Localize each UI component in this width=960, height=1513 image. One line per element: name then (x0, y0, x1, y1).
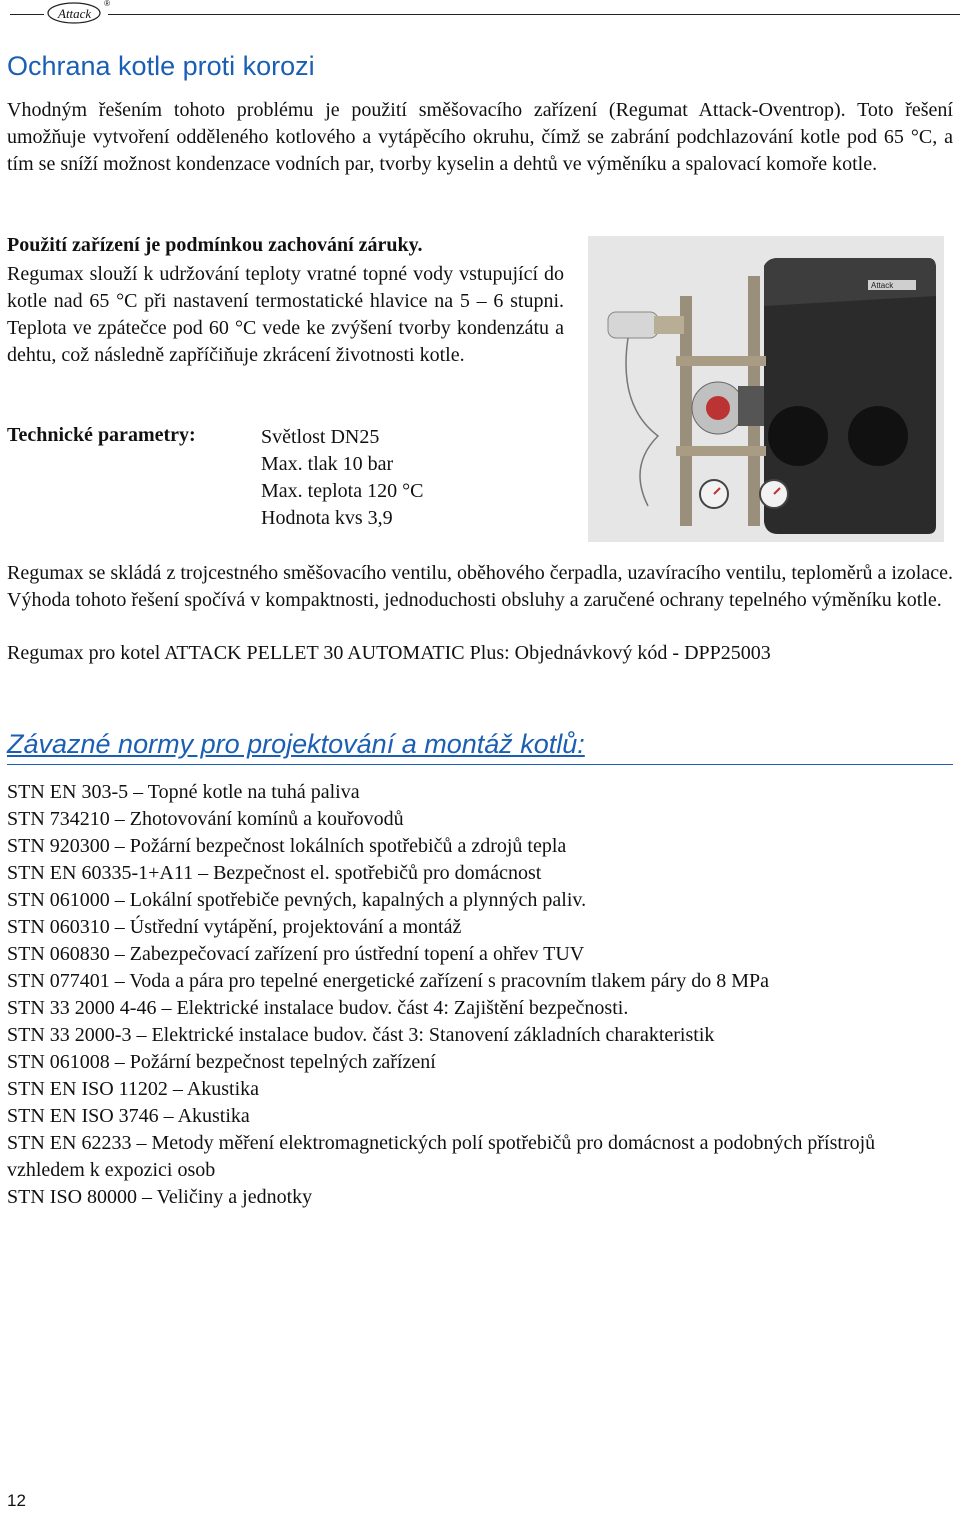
norms-list (7, 779, 953, 1211)
norm-item: STN 060310 – Ústřední vytápění, projektování a montáž (7, 916, 462, 938)
logo-registered-mark: ® (104, 0, 110, 8)
norm-item: STN ISO 80000 – Veličiny a jednotky (7, 1186, 313, 1208)
norms-title-rule (7, 764, 953, 765)
norm-item: STN 920300 – Požární bezpečnost lokálních spotřebičů a zdrojů tepla (7, 835, 567, 857)
norm-item: STN 33 2000 4-46 – Elektrické instalace budov. část 4: Zajištění bezpečnosti. (7, 997, 629, 1019)
norm-item: STN 060830 – Zabezpečovací zařízení pro ústřední topení a ohřev TUV (7, 943, 585, 965)
regumax-description: Regumax slouží k udržování teploty vratné topné vody vstupující do kotle nad 65 °C při nastavení termostatické hlavice na 5 – 6 stupni. Teplota ve zpátečce pod 60 °C vede ke zvýšení tvorby kondenzátu a dehtu, což následně zapříčiňuje zkrácení životnosti kotle. (7, 263, 564, 366)
norm-item: STN EN ISO 11202 – Akustika (7, 1078, 260, 1100)
tech-param: Hodnota kvs 3,9 (261, 507, 393, 529)
header-rule (108, 14, 960, 15)
norm-item: STN 33 2000-3 – Elektrické instalace budov. část 3: Stanovení základních charakteristik (7, 1024, 715, 1046)
tech-params-label: Technické parametry: (7, 424, 196, 446)
regumax-product-photo (588, 236, 944, 542)
norm-item: STN 077401 – Voda a pára pro tepelné energetické zařízení s pracovním tlakem páry do 8 MPa (7, 970, 769, 992)
intro-paragraph: Vhodným řešením tohoto problému je použití směšovacího zařízení (Regumat Attack-Oventrop). Toto řešení umožňuje vytvoření odděleného kotlového a vytápěcího okruhu, čímž se zabrání podchlazování kotle pod 65 °C, a tím se sníží možnost kondenzace vodních par, tvorby kyselin a dehtů ve výměníku a spalovací komoře kotle. (7, 99, 953, 175)
section-title-norms: Závazné normy pro projektování a montáž kotlů: (7, 729, 585, 759)
composition-paragraph: Regumax se skládá z trojcestného směšovacího ventilu, oběhového čerpadla, uzavíracího ventilu, teploměrů a izolace. Výhoda tohoto řešení spočívá v kompaktnosti, jednoduchosti obsluhy a zaručené ochrany tepelného výměníku kotle. (7, 562, 953, 611)
norm-item: STN 061000 – Lokální spotřebiče pevných, kapalných a plynných paliv. (7, 889, 587, 911)
norm-item: STN 061008 – Požární bezpečnost tepelných zařízení (7, 1051, 436, 1073)
attack-logo (46, 0, 110, 26)
norm-item: STN EN 62233 – Metody měření elektromagnetických polí spotřebičů pro domácnost a podobných přístrojů vzhledem k expozici osob (7, 1132, 876, 1181)
logo-text: Attack (58, 6, 92, 21)
norm-item: STN 734210 – Zhotovování komínů a kouřovodů (7, 808, 404, 830)
section-title-corrosion: Ochrana kotle proti korozi (7, 51, 315, 81)
page-number: 12 (7, 1491, 26, 1510)
warranty-note: Použití zařízení je podmínkou zachování záruky. (7, 234, 423, 256)
tech-params-list (261, 424, 423, 532)
header-rule-left (10, 14, 44, 15)
svg-text:Attack: Attack (871, 281, 894, 290)
norm-item: STN EN 303-5 – Topné kotle na tuhá paliva (7, 781, 360, 803)
tech-param: Světlost DN25 (261, 426, 380, 448)
norm-item: STN EN 60335-1+A11 – Bezpečnost el. spotřebičů pro domácnost (7, 862, 542, 884)
order-code: Regumax pro kotel ATTACK PELLET 30 AUTOMATIC Plus: Objednávkový kód - DPP25003 (7, 642, 771, 664)
regumax-unit-icon (588, 236, 944, 542)
tech-param: Max. tlak 10 bar (261, 453, 394, 475)
norm-item: STN EN ISO 3746 – Akustika (7, 1105, 250, 1127)
tech-param: Max. teplota 120 °C (261, 480, 424, 502)
